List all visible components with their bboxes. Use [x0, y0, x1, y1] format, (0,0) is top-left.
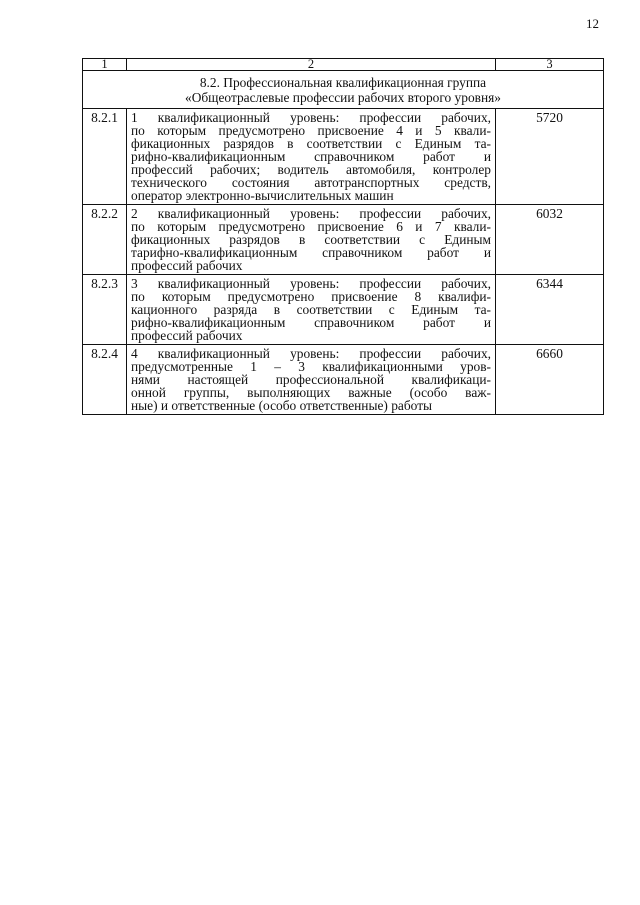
table-row [83, 275, 604, 345]
table-row [83, 345, 604, 415]
description-line: профессий рабочих [131, 328, 243, 343]
description-line: профессий рабочих; водитель автомобиля, контролер [131, 162, 491, 177]
row-value: 5720 [496, 109, 604, 205]
row-description [127, 109, 496, 205]
description-line: ные) и ответственные (особо ответственные) работы [131, 398, 433, 413]
description-line: 2 квалификационный уровень: профессии рабочих, [131, 206, 491, 221]
description-line: по которым предусмотрено присвоение 8 квалифи- [131, 289, 491, 304]
row-number: 8.2.2 [83, 205, 127, 275]
qualification-table [82, 58, 604, 415]
description-line: 1 квалификационный уровень: профессии рабочих, [131, 110, 491, 125]
description-line: по которым предусмотрено присвоение 6 и 7 квали- [131, 219, 491, 234]
column-header-3: 3 [496, 59, 604, 71]
description-line: профессий рабочих [131, 258, 243, 273]
column-header-2: 2 [127, 59, 496, 71]
description-line: фикационных разрядов в соответствии с Единым [131, 232, 491, 247]
table-row [83, 109, 604, 205]
row-number: 8.2.4 [83, 345, 127, 415]
description-line: 4 квалификационный уровень: профессии рабочих, [131, 346, 491, 361]
description-line: предусмотренные 1 – 3 квалификационными уров- [131, 359, 491, 374]
description-line: тарифно-квалификационным справочником работ и [131, 245, 491, 260]
description-line: рифно-квалификационным справочником работ и [131, 149, 491, 164]
description-line: рифно-квалификационным справочником работ и [131, 315, 491, 330]
group-title-row [83, 71, 604, 109]
table-row [83, 205, 604, 275]
description-line: нями настоящей профессиональной квалификаци- [131, 372, 491, 387]
table-header-row [83, 59, 604, 71]
description-line: по которым предусмотрено присвоение 4 и 5 квали- [131, 123, 491, 138]
row-description [127, 275, 496, 345]
group-title [83, 71, 604, 109]
description-line: 3 квалификационный уровень: профессии рабочих, [131, 276, 491, 291]
row-description [127, 205, 496, 275]
row-value: 6032 [496, 205, 604, 275]
row-number: 8.2.1 [83, 109, 127, 205]
row-value: 6344 [496, 275, 604, 345]
column-header-1: 1 [83, 59, 127, 71]
group-title-line-1: 8.2. Профессиональная квалификационная группа [199, 75, 487, 90]
row-number: 8.2.3 [83, 275, 127, 345]
group-title-line-2: «Общеотраслевые профессии рабочих второго уровня» [185, 90, 501, 105]
row-description [127, 345, 496, 415]
description-line: оператор электронно-вычислительных машин [131, 188, 394, 203]
description-line: технического состояния автотранспортных средств, [131, 175, 491, 190]
description-line: кационного разряда в соответствии с Единым та- [131, 302, 491, 317]
page-number: 12 [586, 16, 599, 31]
row-value: 6660 [496, 345, 604, 415]
description-line: фикационных разрядов в соответствии с Единым та- [131, 136, 491, 151]
description-line: онной группы, выполняющих важные (особо важ- [131, 385, 491, 400]
